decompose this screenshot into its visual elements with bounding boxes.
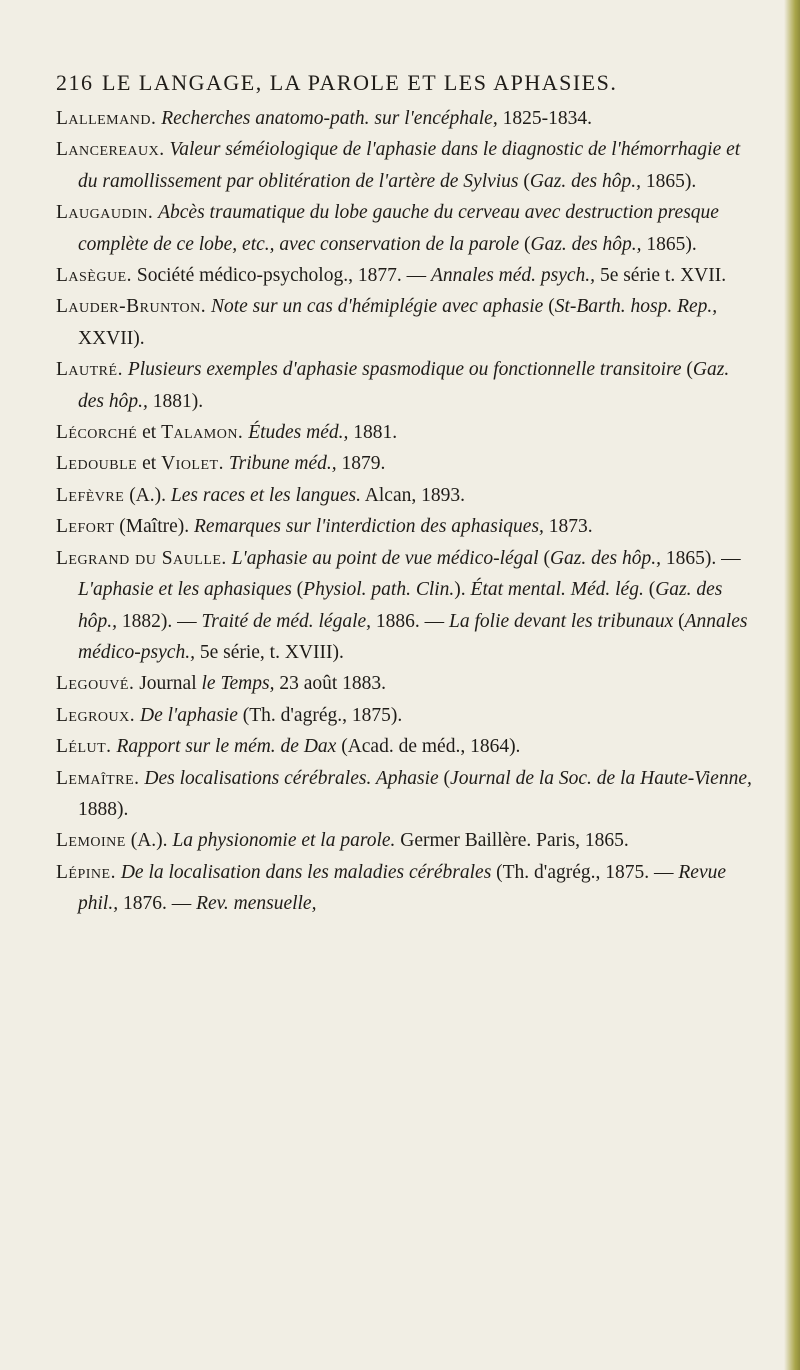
entry-text: 23 août 1883. — [274, 673, 387, 695]
entry-text: (A.). — [124, 484, 171, 506]
bibliography-entry — [56, 857, 756, 920]
entry-author: Lécorché — [56, 422, 138, 444]
entry-author: Lautré. — [56, 359, 123, 381]
entry-title: Recherches anatomo-path. sur l'encéphale, — [161, 108, 498, 129]
entry-author: Lemaître. — [56, 767, 140, 789]
entry-title: Gaz. des hôp., — [78, 579, 723, 632]
entry-title: Les races et les langues. — [170, 484, 361, 506]
entry-title: Plusieurs exemples d'aphasie spasmodique ou fonctionnelle transitoire — [127, 359, 682, 381]
entry-text: ( — [643, 579, 656, 601]
entry-author: Lélut. — [56, 736, 112, 758]
entry-text: (A.). — [125, 830, 173, 852]
entry-text: (Th. d'agrég., 1875). — [237, 704, 403, 726]
bibliography-entry — [56, 480, 756, 511]
entry-title: Gaz. des hôp., — [530, 233, 642, 255]
entry-text: 1881. — [348, 422, 398, 444]
entry-text: 1886. — — [371, 610, 450, 632]
entry-text: (Th. d'agrég., 1875. — — [491, 861, 679, 883]
entry-title: Gaz. des hôp., — [78, 359, 730, 412]
entry-text: 1865). — [640, 170, 697, 192]
entry-text: ( — [519, 233, 531, 255]
entry-text: 5e série t. XVII. — [595, 265, 727, 287]
entry-text: 1865). — — [661, 547, 741, 569]
bibliography-entry — [56, 291, 756, 354]
entry-text: 1882). — — [117, 610, 202, 632]
entry-title: Rapport sur le mém. de Dax — [116, 736, 337, 758]
entry-title: De la localisation dans les maladies cérébrales — [120, 861, 492, 883]
entry-author: Lefort — [56, 516, 115, 538]
entry-coauthor: Violet. — [161, 453, 224, 475]
entry-text: Journal — [134, 673, 202, 695]
entry-text: 1881). — [147, 390, 204, 412]
running-header — [56, 70, 756, 96]
entry-text: ( — [543, 296, 555, 318]
entry-author: Lancereaux. — [56, 139, 165, 161]
entry-title: Note sur un cas d'hémiplégie avec aphasie — [210, 296, 544, 318]
entry-text: Alcan, 1893. — [361, 484, 465, 506]
entry-text: XXVII). — [78, 327, 145, 349]
bibliography-entry — [56, 417, 756, 448]
entry-text: ( — [518, 170, 530, 192]
entry-author: Ledouble — [56, 453, 138, 475]
entry-text: 5e série, t. XVIII). — [194, 641, 344, 663]
running-head-title: LE LANGAGE, LA PAROLE ET LES APHASIES. — [102, 70, 618, 95]
entry-text: ( — [438, 767, 451, 789]
entry-title: Valeur séméiologique de l'aphasie dans le diagnostic de l'hémorrhagie et du ramollissement par oblitération de l'artère de Sylvius — [78, 139, 741, 192]
entry-text: ( — [681, 359, 693, 381]
entry-text: Germer Baillère. Paris, 1865. — [395, 830, 629, 852]
entry-text: 1873. — [543, 516, 593, 538]
bibliography-entry — [56, 448, 756, 479]
entry-title: Gaz. des hôp., — [549, 547, 662, 569]
bibliography-entry — [56, 197, 756, 260]
entry-title: Rev. mensuelle, — [196, 893, 317, 915]
entry-title: le Temps, — [201, 673, 275, 695]
entry-author: Legouvé. — [56, 673, 135, 695]
entry-author: Lallemand. — [56, 108, 157, 129]
entry-text: 1865). — [641, 233, 697, 255]
entry-author: Lemoine — [56, 830, 126, 852]
entry-title: L'aphasie au point de vue médico-légal — [231, 547, 539, 569]
entry-text: ( — [673, 610, 685, 632]
bibliography-entry — [56, 825, 756, 856]
bibliography-entry — [56, 354, 756, 417]
entry-text: et — [137, 453, 162, 475]
entry-title: Abcès traumatique du lobe gauche du cerveau avec destruction presque complète de ce lobe, etc., avec conservation de la parole — [78, 202, 719, 255]
entry-title: Remarques sur l'interdiction des aphasiques, — [194, 516, 544, 538]
entry-title: Études méd., — [248, 422, 349, 444]
entry-title: Gaz. des hôp., — [529, 170, 641, 192]
entry-text: (Maître). — [114, 516, 195, 538]
entry-title: État mental. Méd. lég. — [470, 579, 644, 601]
entry-title: Annales médico-psych., — [78, 610, 748, 663]
bibliography-list — [56, 103, 756, 920]
entry-text: ). — [454, 579, 471, 601]
entry-text: Société médico-psycholog., 1877. — — [132, 265, 431, 287]
entry-text: et — [137, 422, 162, 444]
bibliography-entry — [56, 700, 756, 731]
entry-author: Lépine. — [56, 861, 116, 883]
bibliography-entry — [56, 731, 756, 762]
page-number: 216 — [56, 70, 94, 95]
entry-title: La physionomie et la parole. — [172, 830, 396, 852]
entry-author: Lefèvre — [56, 484, 125, 506]
entry-title: Traité de méd. légale, — [201, 610, 372, 632]
bibliography-entry — [56, 103, 756, 134]
entry-author: Lauder-Brunton. — [56, 296, 207, 318]
entry-title: Annales méd. psych., — [430, 265, 596, 287]
entry-text: 1879. — [336, 453, 386, 475]
entry-title: St-Barth. hosp. Rep., — [554, 296, 718, 318]
entry-text: (Acad. de méd., 1864). — [336, 736, 521, 758]
page-edge — [784, 0, 800, 1370]
entry-title: Tribune méd., — [228, 453, 337, 475]
bibliography-entry — [56, 260, 756, 291]
entry-text: 1888). — [78, 798, 129, 820]
bibliography-entry — [56, 134, 756, 197]
bibliography-entry — [56, 668, 756, 699]
entry-title: Physiol. path. Clin. — [303, 579, 455, 601]
entry-title: Des localisations cérébrales. Aphasie — [144, 767, 439, 789]
bibliography-entry — [56, 763, 756, 826]
entry-author: Legrand du Saulle. — [56, 547, 227, 569]
bibliography-entry — [56, 543, 756, 669]
entry-title: La folie devant les tribunaux — [449, 610, 674, 632]
entry-title: De l'aphasie — [140, 704, 238, 726]
entry-coauthor: Talamon. — [161, 422, 244, 444]
entry-author: Lasègue. — [56, 265, 133, 287]
bibliography-entry — [56, 511, 756, 542]
entry-text: 1825-1834. — [497, 108, 592, 129]
entry-title: Journal de la Soc. de la Haute-Vienne, — [450, 767, 752, 789]
entry-author: Legroux. — [56, 704, 136, 726]
entry-title: L'aphasie et les aphasiques — [78, 579, 292, 601]
entry-author: Laugaudin. — [56, 202, 154, 224]
entry-text: 1876. — — [118, 893, 197, 915]
entry-text: ( — [538, 547, 550, 569]
entry-text: ( — [291, 579, 304, 601]
entry-title: Revue phil., — [78, 861, 727, 915]
